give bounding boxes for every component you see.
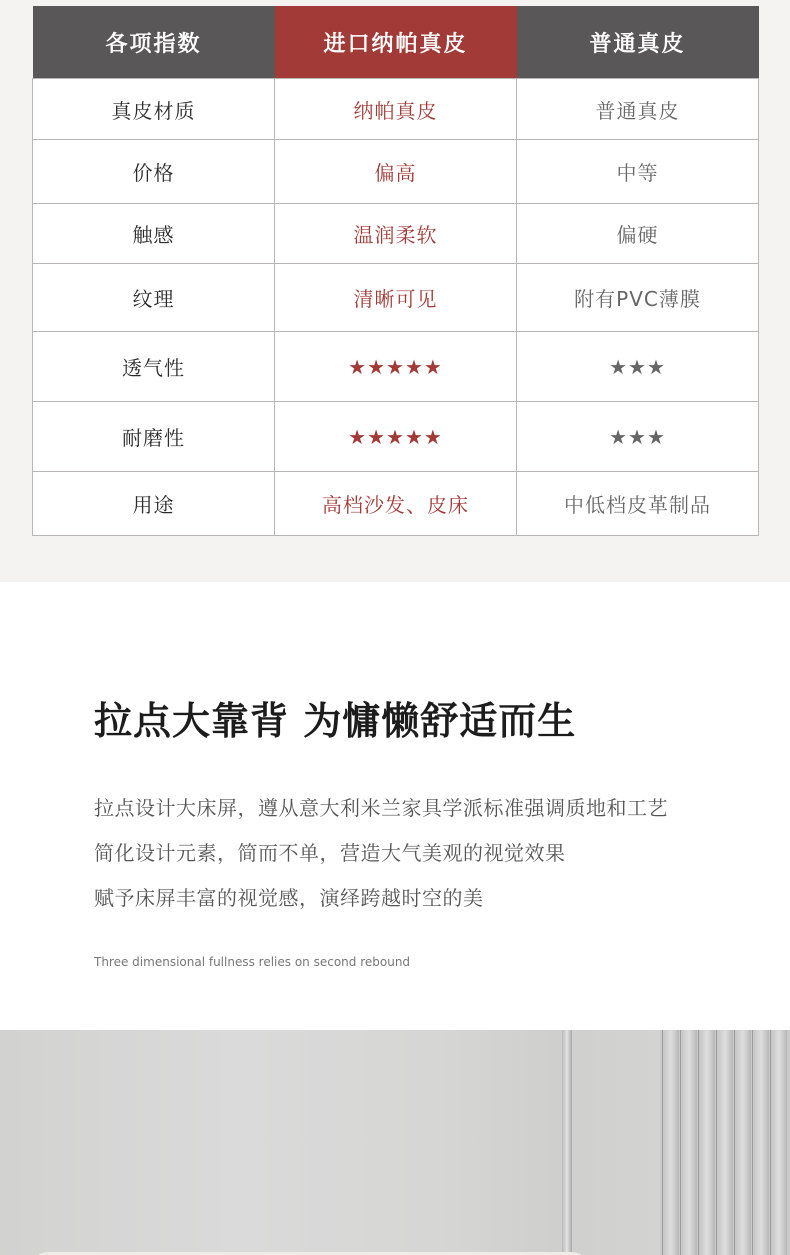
row-label: 用途 [33, 472, 275, 536]
napa-value: 偏高 [275, 140, 517, 204]
table-row [33, 140, 759, 204]
bedroom-photo [0, 1030, 790, 1255]
normal-value: 偏硬 [517, 204, 759, 264]
row-label: 耐磨性 [33, 402, 275, 472]
row-label: 真皮材质 [33, 79, 275, 140]
row-label: 价格 [33, 140, 275, 204]
wall-panel [752, 1030, 769, 1255]
section-headline: 拉点大靠背 为慵懒舒适而生 [94, 698, 577, 743]
header-napa-leather: 进口纳帕真皮 [275, 6, 517, 79]
row-label: 纹理 [33, 264, 275, 332]
normal-value: 普通真皮 [517, 79, 759, 140]
description-line: 赋予床屏丰富的视觉感，演绎跨越时空的美 [94, 886, 484, 910]
description-line: 拉点设计大床屏，遵从意大利米兰家具学派标准强调质地和工艺 [94, 796, 668, 820]
table-row [33, 332, 759, 402]
wall-panel [716, 1030, 733, 1255]
napa-value: 纳帕真皮 [275, 79, 517, 140]
wall-panel [698, 1030, 715, 1255]
wall-pole [562, 1030, 572, 1255]
row-label: 触感 [33, 204, 275, 264]
header-normal-leather: 普通真皮 [517, 6, 759, 79]
wall-panel [770, 1030, 787, 1255]
wall-panel [680, 1030, 697, 1255]
table-row [33, 264, 759, 332]
napa-value: 高档沙发、皮床 [275, 472, 517, 536]
napa-value: 温润柔软 [275, 204, 517, 264]
table-row [33, 79, 759, 140]
table-header-row [33, 6, 759, 79]
english-subtitle: Three dimensional fullness relies on second rebound [94, 955, 411, 969]
napa-value: 清晰可见 [275, 264, 517, 332]
wall-panel [734, 1030, 751, 1255]
table-row [33, 472, 759, 536]
row-label: 透气性 [33, 332, 275, 402]
normal-value: 附有PVC薄膜 [517, 264, 759, 332]
normal-star-rating: ★★★ [517, 332, 759, 402]
napa-star-rating: ★★★★★ [275, 402, 517, 472]
table-row [33, 204, 759, 264]
napa-star-rating: ★★★★★ [275, 332, 517, 402]
header-index: 各项指数 [33, 6, 275, 79]
normal-value: 中低档皮革制品 [517, 472, 759, 536]
normal-value: 中等 [517, 140, 759, 204]
comparison-table [32, 6, 759, 536]
wall-panel [662, 1030, 679, 1255]
normal-star-rating: ★★★ [517, 402, 759, 472]
comparison-section [0, 0, 790, 582]
description-line: 简化设计元素，简而不单，营造大气美观的视觉效果 [94, 841, 566, 865]
table-row [33, 402, 759, 472]
